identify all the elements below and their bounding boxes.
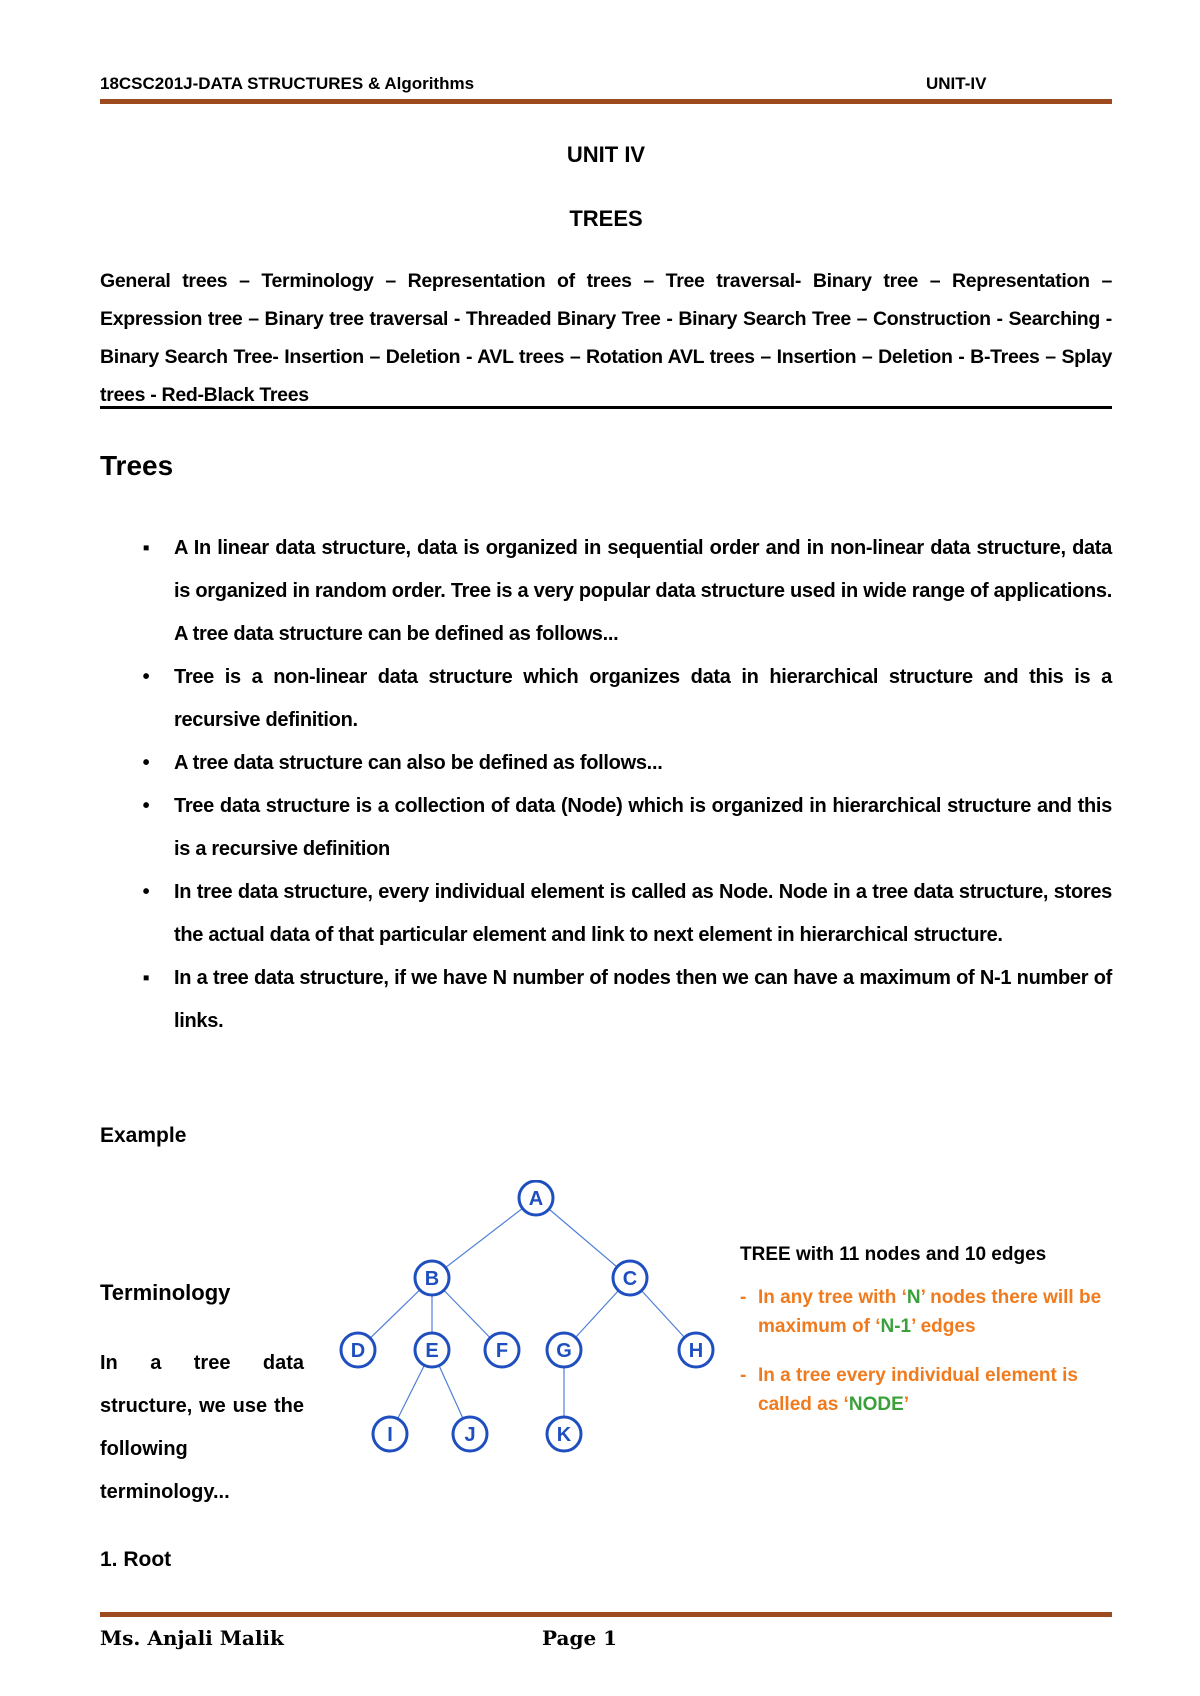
note-text: In a tree every individual element is called as ‘ — [758, 1365, 1078, 1415]
note-text: In any tree with ‘ — [758, 1287, 907, 1308]
tree-node-j — [453, 1417, 487, 1451]
tree-node-label: H — [688, 1340, 704, 1362]
note-text: ’ edges — [911, 1316, 976, 1337]
tree-node-label: D — [350, 1340, 366, 1362]
tree-node-k — [547, 1417, 581, 1451]
tree-node-i — [373, 1417, 407, 1451]
note-dash: - — [740, 1287, 747, 1308]
list-item-text: In a tree data structure, if we have N number of nodes then we can have a maximum of N-1 number of links. — [174, 967, 1112, 1032]
list-item-text: Tree data structure is a collection of data (Node) which is organized in hierarchical structure and this is a recursive definition — [174, 795, 1112, 860]
tree-edges — [358, 1198, 696, 1434]
tree-diagram — [330, 1180, 730, 1480]
note-node-def — [740, 1361, 1120, 1419]
list-item-text: A tree data structure can also be defined as follows... — [174, 752, 663, 774]
header-rule — [100, 99, 1112, 104]
bullet-marker: • — [142, 752, 150, 774]
tree-node-b — [415, 1261, 449, 1295]
example-label: Example — [100, 1124, 187, 1147]
tree-caption: TREE with 11 nodes and 10 edges — [740, 1244, 1047, 1265]
bullet-list — [100, 527, 1112, 1043]
list-item — [100, 957, 1112, 1043]
tree-node-label: B — [424, 1268, 440, 1290]
note-dash: - — [740, 1365, 747, 1386]
tree-edge-a-c — [536, 1198, 630, 1278]
topic-title: TREES — [569, 206, 643, 231]
note-highlight: N — [906, 1287, 921, 1308]
tree-edge-a-b — [432, 1198, 536, 1278]
terminology-paragraph — [100, 1342, 304, 1514]
bullet-marker: • — [142, 795, 150, 817]
tree-node-label: J — [464, 1424, 476, 1446]
topics-list: General trees – Terminology – Representation of trees – Tree traversal- Binary tree – Representation – Expression tree – Binary tree traversal - Threaded Binary Tree - Binary Search Tree – Construction - Searching - Binary Search Tree- Insertion – Deletion - AVL trees – Rotation AVL trees – Insertion – Deletion - B-Trees – Splay trees - Red-Black Trees — [100, 270, 1112, 406]
note-highlight: N-1 — [880, 1316, 912, 1337]
footer-rule — [100, 1612, 1112, 1617]
note-text: ’ nodes there will be maximum of ‘ — [758, 1287, 1102, 1337]
tree-node-e — [415, 1333, 449, 1367]
tree-node-d — [341, 1333, 375, 1367]
list-item-text: Tree is a non-linear data structure which organizes data in hierarchical structure and this is a recursive definition. — [174, 666, 1112, 731]
root-heading: 1. Root — [100, 1548, 172, 1571]
tree-node-c — [613, 1261, 647, 1295]
list-item — [100, 527, 1112, 656]
bullet-marker: • — [142, 881, 150, 903]
tree-node-label: A — [528, 1188, 544, 1210]
tree-node-label: F — [495, 1340, 509, 1362]
note-highlight: NODE — [848, 1394, 904, 1415]
tree-node-f — [485, 1333, 519, 1367]
section-heading: Trees — [100, 450, 174, 481]
tree-node-label: E — [425, 1340, 439, 1362]
list-item-text: A In linear data structure, data is organized in sequential order and in non-linear data structure, data is organized in random order. Tree is a very popular data structure used in wide range of applications. A tree data structure can be defined as follows... — [174, 537, 1112, 645]
note-text: ’ — [903, 1394, 910, 1415]
footer-author: Ms. Anjali Malik — [100, 1626, 284, 1650]
tree-node-h — [679, 1333, 713, 1367]
running-header — [100, 72, 1112, 98]
tree-node-label: I — [387, 1424, 393, 1446]
bullet-marker: ▪ — [142, 537, 150, 559]
tree-nodes — [341, 1181, 713, 1451]
tree-node-g — [547, 1333, 581, 1367]
terminology-text-end: terminology... — [100, 1481, 230, 1503]
topics-rule — [100, 406, 1112, 409]
list-item — [100, 871, 1112, 957]
list-item-text: In tree data structure, every individual element is called as Node. Node in a tree data structure, stores the actual data of that particular element and link to next element in hierarchical structure. — [174, 881, 1112, 946]
terminology-text: In a tree data structure, we use the following — [100, 1352, 304, 1460]
unit-tag: UNIT-IV — [926, 74, 987, 93]
terminology-heading: Terminology — [100, 1280, 231, 1305]
bullet-marker: • — [142, 666, 150, 688]
note-max-edges — [740, 1283, 1120, 1341]
tree-node-label: G — [556, 1340, 572, 1362]
tree-node-label: C — [622, 1268, 638, 1290]
bullet-marker: ▪ — [142, 967, 150, 989]
list-item — [100, 785, 1112, 871]
tree-node-a — [519, 1181, 553, 1215]
unit-title: UNIT IV — [566, 142, 646, 167]
course-title: 18CSC201J-DATA STRUCTURES & Algorithms — [100, 74, 475, 93]
list-item — [100, 742, 1112, 785]
list-item — [100, 656, 1112, 742]
footer-page-number: Page 1 — [542, 1626, 618, 1650]
tree-node-label: K — [556, 1424, 572, 1446]
